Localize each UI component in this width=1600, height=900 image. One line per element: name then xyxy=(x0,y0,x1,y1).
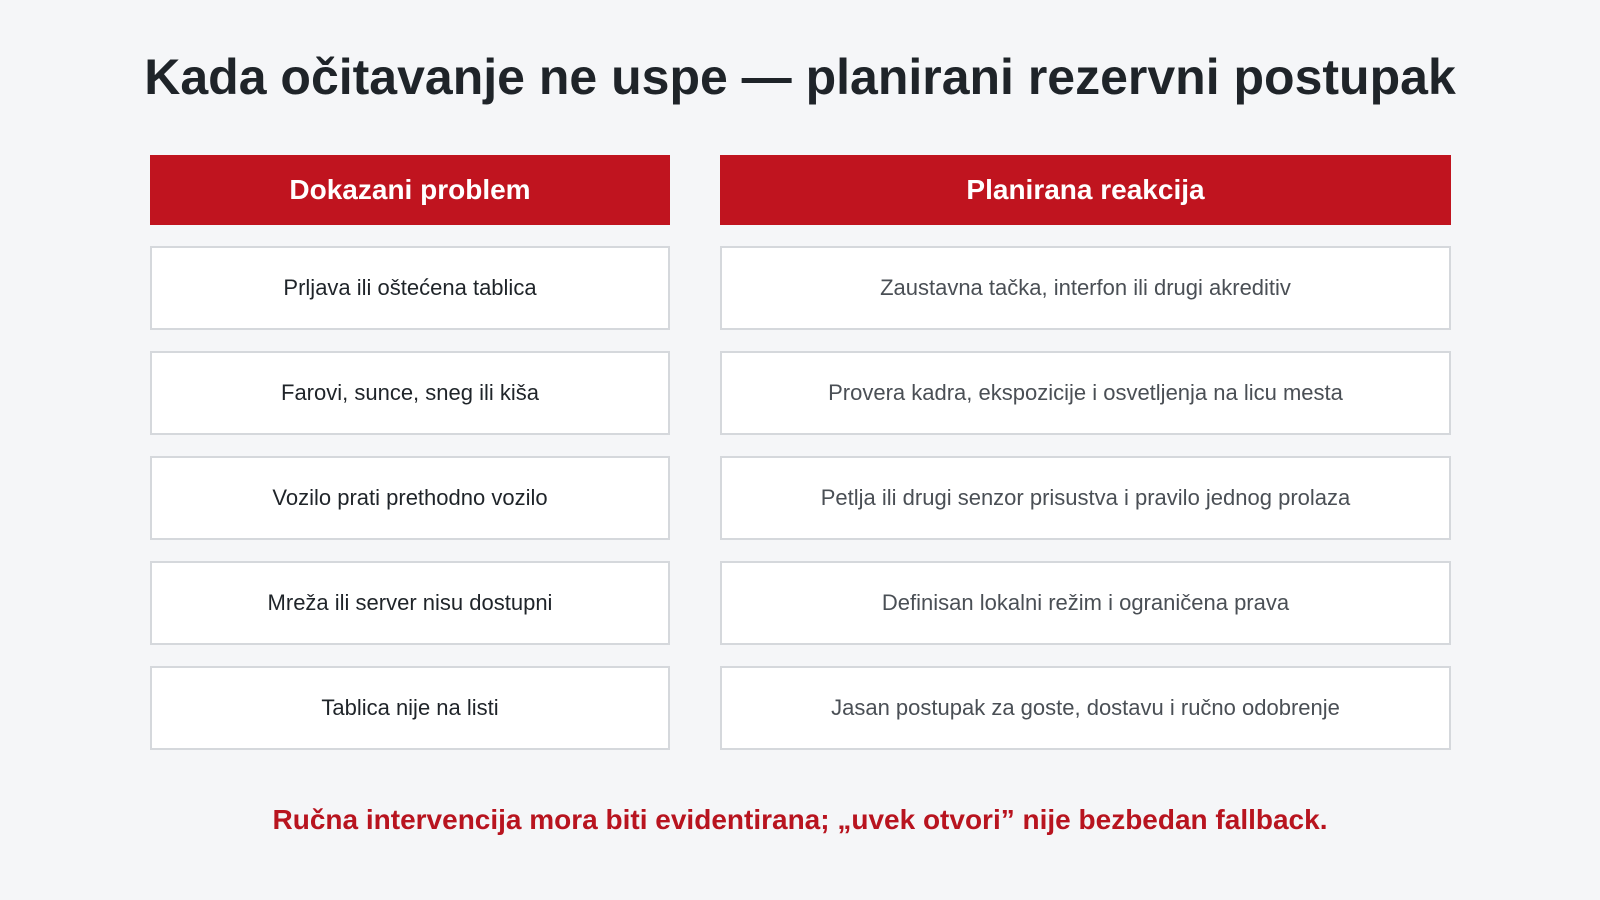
problem-item: Mreža ili server nisu dostupni xyxy=(150,561,670,645)
reaction-column-header: Planirana reakcija xyxy=(720,155,1451,225)
footer-note: Ručna intervencija mora biti evidentirana; „uvek otvori” nije bezbedan fallback. xyxy=(272,804,1328,835)
problem-item: Tablica nije na listi xyxy=(150,666,670,750)
page-title: Kada očitavanje ne uspe — planirani rezervni postupak xyxy=(144,49,1456,105)
problem-column-header: Dokazani problem xyxy=(150,155,670,225)
reaction-item: Petlja ili drugi senzor prisustva i pravilo jednog prolaza xyxy=(720,456,1451,540)
reaction-column xyxy=(720,155,1451,750)
problem-item: Farovi, sunce, sneg ili kiša xyxy=(150,351,670,435)
reaction-item: Jasan postupak za goste, dostavu i ručno odobrenje xyxy=(720,666,1451,750)
reaction-item: Definisan lokalni režim i ograničena prava xyxy=(720,561,1451,645)
problem-column xyxy=(150,155,670,750)
reaction-item: Provera kadra, ekspozicije i osvetljenja na licu mesta xyxy=(720,351,1451,435)
reaction-item: Zaustavna tačka, interfon ili drugi akreditiv xyxy=(720,246,1451,330)
problem-item: Vozilo prati prethodno vozilo xyxy=(150,456,670,540)
problem-item: Prljava ili oštećena tablica xyxy=(150,246,670,330)
